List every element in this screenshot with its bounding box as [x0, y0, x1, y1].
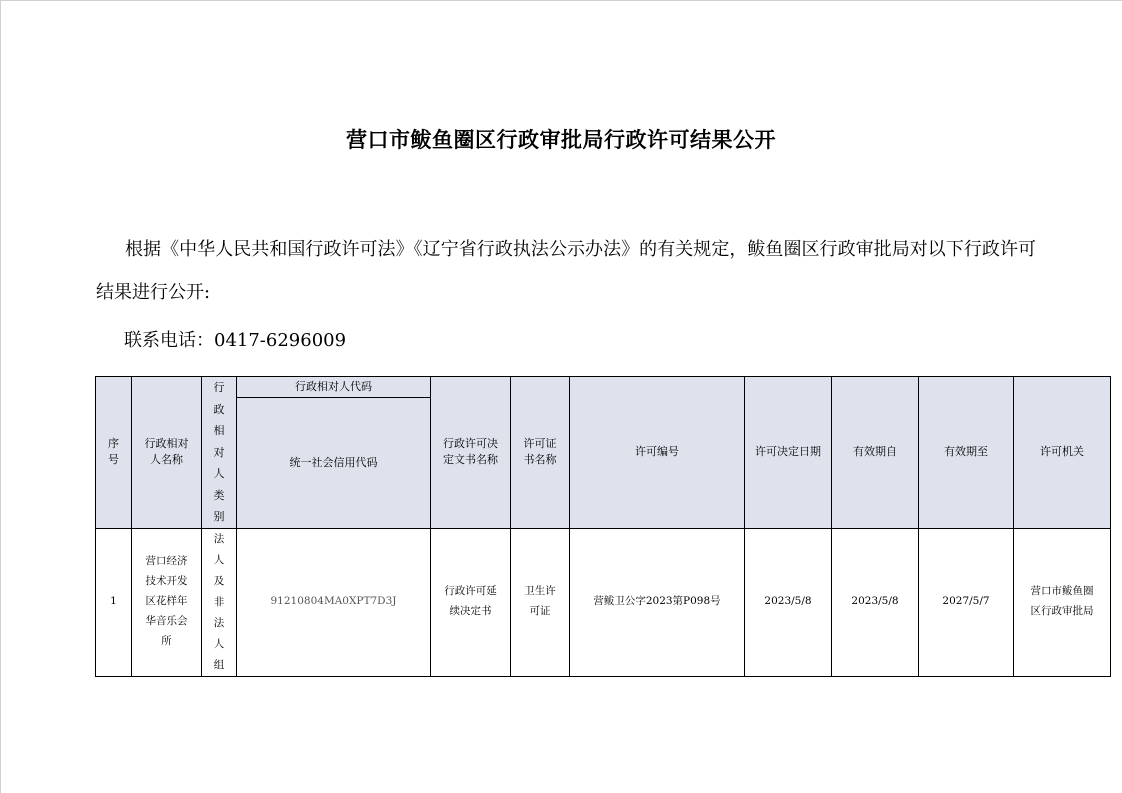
- table-header: [96, 377, 1111, 529]
- cell-name: 营口经济技术开发区花样年华音乐会所: [132, 528, 202, 676]
- cell-credit-code: 91210804MA0XPT7D3J: [237, 528, 431, 676]
- table-row: [96, 528, 1111, 676]
- header-seq: 序号: [96, 377, 132, 529]
- header-decision-date: 许可决定日期: [745, 377, 832, 529]
- header-name: 行政相对人名称: [132, 377, 202, 529]
- document-title: 营口市鲅鱼圈区行政审批局行政许可结果公开: [346, 128, 776, 152]
- intro-paragraph: 根据《中华人民共和国行政许可法》《辽宁省行政执法公示办法》的有关规定，鲅鱼圈区行政审批局对以下行政许可结果进行公开:: [96, 239, 1036, 303]
- cell-decision-date: 2023/5/8: [745, 528, 832, 676]
- header-decision-doc: 行政许可决定文书名称: [431, 377, 511, 529]
- header-type: 行政相对人类别: [202, 377, 237, 529]
- cell-authority: 营口市鲅鱼圈区行政审批局: [1014, 528, 1111, 676]
- cell-decision-doc: 行政许可延续决定书: [431, 528, 511, 676]
- cell-valid-to: 2027/5/7: [919, 528, 1014, 676]
- cell-license-no: 营鲅卫公字2023第P098号: [570, 528, 745, 676]
- header-code-group: 行政相对人代码: [237, 377, 431, 398]
- header-credit-code: 统一社会信用代码: [237, 398, 431, 528]
- cell-seq: 1: [96, 528, 132, 676]
- header-valid-to: 有效期至: [919, 377, 1014, 529]
- header-license-name: 许可证书名称: [511, 377, 570, 529]
- page-left-edge: [0, 0, 1, 793]
- table-body: [96, 528, 1111, 676]
- header-authority: 许可机关: [1014, 377, 1111, 529]
- header-valid-from: 有效期自: [832, 377, 919, 529]
- permit-results-table: [95, 376, 1111, 677]
- contact-phone: 联系电话：0417-6296009: [124, 330, 347, 351]
- page-top-edge: [0, 0, 1122, 1]
- cell-license-name: 卫生许可证: [511, 528, 570, 676]
- cell-valid-from: 2023/5/8: [832, 528, 919, 676]
- header-row-top: [96, 377, 1111, 398]
- header-license-no: 许可编号: [570, 377, 745, 529]
- cell-type: 法人及非法人组: [202, 528, 237, 676]
